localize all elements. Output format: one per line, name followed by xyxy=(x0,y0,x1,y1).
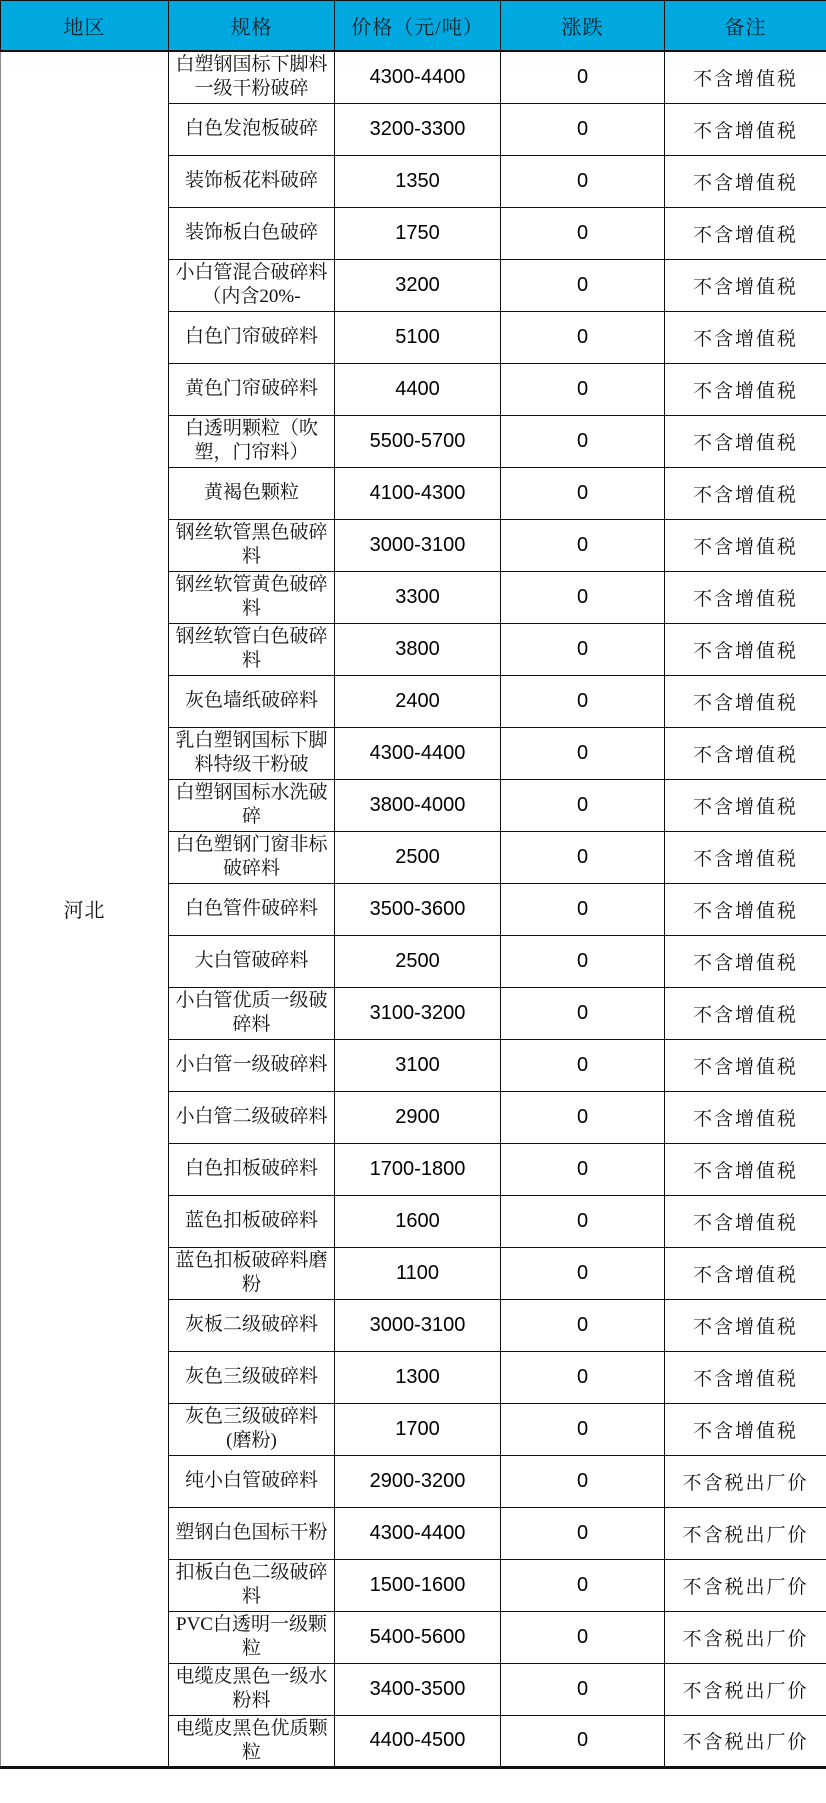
change-cell: 0 xyxy=(501,103,665,155)
note-cell: 不含增值税 xyxy=(665,623,826,675)
change-cell: 0 xyxy=(501,311,665,363)
note-cell: 不含增值税 xyxy=(665,51,826,103)
price-cell: 5500-5700 xyxy=(335,415,501,467)
price-cell: 3200-3300 xyxy=(335,103,501,155)
note-cell: 不含增值税 xyxy=(665,259,826,311)
price-cell: 3800-4000 xyxy=(335,779,501,831)
note-cell: 不含增值税 xyxy=(665,727,826,779)
spec-cell: 小白管优质一级破碎料 xyxy=(169,987,335,1039)
price-cell: 2900-3200 xyxy=(335,1455,501,1507)
note-cell: 不含税出厂价 xyxy=(665,1611,826,1663)
spec-cell: 白色发泡板破碎 xyxy=(169,103,335,155)
note-cell: 不含增值税 xyxy=(665,935,826,987)
spec-cell: 扣板白色二级破碎料 xyxy=(169,1559,335,1611)
change-cell: 0 xyxy=(501,935,665,987)
change-cell: 0 xyxy=(501,831,665,883)
header-note: 备注 xyxy=(665,1,826,52)
change-cell: 0 xyxy=(501,1507,665,1559)
spec-cell: 钢丝软管白色破碎料 xyxy=(169,623,335,675)
header-row xyxy=(1,1,826,52)
change-cell: 0 xyxy=(501,1455,665,1507)
spec-cell: 钢丝软管黑色破碎料 xyxy=(169,519,335,571)
change-cell: 0 xyxy=(501,779,665,831)
note-cell: 不含增值税 xyxy=(665,1195,826,1247)
table-row xyxy=(1,51,826,103)
change-cell: 0 xyxy=(501,415,665,467)
table-header xyxy=(1,1,826,52)
change-cell: 0 xyxy=(501,519,665,571)
note-cell: 不含增值税 xyxy=(665,415,826,467)
price-cell: 4400-4500 xyxy=(335,1715,501,1767)
note-cell: 不含税出厂价 xyxy=(665,1663,826,1715)
change-cell: 0 xyxy=(501,259,665,311)
price-cell: 2400 xyxy=(335,675,501,727)
change-cell: 0 xyxy=(501,571,665,623)
header-spec: 规格 xyxy=(169,1,335,52)
price-cell: 2500 xyxy=(335,935,501,987)
note-cell: 不含税出厂价 xyxy=(665,1455,826,1507)
change-cell: 0 xyxy=(501,51,665,103)
spec-cell: 灰色墙纸破碎料 xyxy=(169,675,335,727)
change-cell: 0 xyxy=(501,623,665,675)
note-cell: 不含增值税 xyxy=(665,363,826,415)
price-cell: 3200 xyxy=(335,259,501,311)
price-cell: 3800 xyxy=(335,623,501,675)
price-cell: 2500 xyxy=(335,831,501,883)
spec-cell: 白色管件破碎料 xyxy=(169,883,335,935)
change-cell: 0 xyxy=(501,1611,665,1663)
price-cell: 1600 xyxy=(335,1195,501,1247)
note-cell: 不含增值税 xyxy=(665,155,826,207)
note-cell: 不含增值税 xyxy=(665,1403,826,1455)
note-cell: 不含税出厂价 xyxy=(665,1715,826,1767)
price-cell: 3100 xyxy=(335,1039,501,1091)
note-cell: 不含增值税 xyxy=(665,987,826,1039)
spec-cell: 装饰板白色破碎 xyxy=(169,207,335,259)
price-cell: 4400 xyxy=(335,363,501,415)
header-region: 地区 xyxy=(1,1,169,52)
note-cell: 不含增值税 xyxy=(665,207,826,259)
price-cell: 2900 xyxy=(335,1091,501,1143)
spec-cell: 小白管混合破碎料（内含20%- xyxy=(169,259,335,311)
spec-cell: 白色塑钢门窗非标破碎料 xyxy=(169,831,335,883)
spec-cell: 电缆皮黑色一级水粉料 xyxy=(169,1663,335,1715)
note-cell: 不含增值税 xyxy=(665,519,826,571)
spec-cell: 白色扣板破碎料 xyxy=(169,1143,335,1195)
spec-cell: 小白管二级破碎料 xyxy=(169,1091,335,1143)
note-cell: 不含增值税 xyxy=(665,467,826,519)
price-cell: 3400-3500 xyxy=(335,1663,501,1715)
note-cell: 不含增值税 xyxy=(665,311,826,363)
spec-cell: 黄色门帘破碎料 xyxy=(169,363,335,415)
note-cell: 不含税出厂价 xyxy=(665,1559,826,1611)
change-cell: 0 xyxy=(501,1715,665,1767)
price-cell: 5400-5600 xyxy=(335,1611,501,1663)
note-cell: 不含增值税 xyxy=(665,779,826,831)
price-cell: 4300-4400 xyxy=(335,51,501,103)
price-cell: 1350 xyxy=(335,155,501,207)
change-cell: 0 xyxy=(501,987,665,1039)
price-cell: 3100-3200 xyxy=(335,987,501,1039)
spec-cell: 灰板二级破碎料 xyxy=(169,1299,335,1351)
change-cell: 0 xyxy=(501,1663,665,1715)
price-cell: 1750 xyxy=(335,207,501,259)
note-cell: 不含增值税 xyxy=(665,1351,826,1403)
price-cell: 4300-4400 xyxy=(335,1507,501,1559)
spec-cell: 电缆皮黑色优质颗粒 xyxy=(169,1715,335,1767)
note-cell: 不含增值税 xyxy=(665,1143,826,1195)
change-cell: 0 xyxy=(501,467,665,519)
change-cell: 0 xyxy=(501,727,665,779)
region-cell: 河北 xyxy=(1,51,169,1767)
spec-cell: 钢丝软管黄色破碎料 xyxy=(169,571,335,623)
spec-cell: 蓝色扣板破碎料磨粉 xyxy=(169,1247,335,1299)
change-cell: 0 xyxy=(501,1351,665,1403)
spec-cell: 白塑钢国标下脚料一级干粉破碎 xyxy=(169,51,335,103)
spec-cell: 白透明颗粒（吹塑，门帘料） xyxy=(169,415,335,467)
spec-cell: 小白管一级破碎料 xyxy=(169,1039,335,1091)
note-cell: 不含增值税 xyxy=(665,831,826,883)
price-cell: 1700-1800 xyxy=(335,1143,501,1195)
price-cell: 4300-4400 xyxy=(335,727,501,779)
table-body xyxy=(1,51,826,1767)
price-cell: 3300 xyxy=(335,571,501,623)
note-cell: 不含增值税 xyxy=(665,1091,826,1143)
change-cell: 0 xyxy=(501,1143,665,1195)
price-cell: 3000-3100 xyxy=(335,1299,501,1351)
change-cell: 0 xyxy=(501,1039,665,1091)
change-cell: 0 xyxy=(501,1559,665,1611)
note-cell: 不含增值税 xyxy=(665,675,826,727)
spec-cell: 大白管破碎料 xyxy=(169,935,335,987)
note-cell: 不含税出厂价 xyxy=(665,1507,826,1559)
change-cell: 0 xyxy=(501,883,665,935)
price-cell: 3000-3100 xyxy=(335,519,501,571)
spec-cell: 白塑钢国标水洗破碎 xyxy=(169,779,335,831)
note-cell: 不含增值税 xyxy=(665,883,826,935)
change-cell: 0 xyxy=(501,363,665,415)
change-cell: 0 xyxy=(501,1195,665,1247)
price-cell: 1100 xyxy=(335,1247,501,1299)
header-price: 价格（元/吨） xyxy=(335,1,501,52)
change-cell: 0 xyxy=(501,1091,665,1143)
spec-cell: 灰色三级破碎料 xyxy=(169,1351,335,1403)
spec-cell: 纯小白管破碎料 xyxy=(169,1455,335,1507)
spec-cell: 灰色三级破碎料(磨粉) xyxy=(169,1403,335,1455)
change-cell: 0 xyxy=(501,1247,665,1299)
spec-cell: PVC白透明一级颗粒 xyxy=(169,1611,335,1663)
note-cell: 不含增值税 xyxy=(665,1299,826,1351)
change-cell: 0 xyxy=(501,1403,665,1455)
change-cell: 0 xyxy=(501,675,665,727)
change-cell: 0 xyxy=(501,207,665,259)
spec-cell: 塑钢白色国标干粉 xyxy=(169,1507,335,1559)
note-cell: 不含增值税 xyxy=(665,571,826,623)
spec-cell: 白色门帘破碎料 xyxy=(169,311,335,363)
change-cell: 0 xyxy=(501,1299,665,1351)
price-cell: 4100-4300 xyxy=(335,467,501,519)
header-change: 涨跌 xyxy=(501,1,665,52)
note-cell: 不含增值税 xyxy=(665,1039,826,1091)
price-cell: 1700 xyxy=(335,1403,501,1455)
spec-cell: 乳白塑钢国标下脚料特级干粉破 xyxy=(169,727,335,779)
note-cell: 不含增值税 xyxy=(665,1247,826,1299)
spec-cell: 装饰板花料破碎 xyxy=(169,155,335,207)
price-cell: 1500-1600 xyxy=(335,1559,501,1611)
note-cell: 不含增值税 xyxy=(665,103,826,155)
change-cell: 0 xyxy=(501,155,665,207)
price-cell: 5100 xyxy=(335,311,501,363)
price-cell: 3500-3600 xyxy=(335,883,501,935)
spec-cell: 蓝色扣板破碎料 xyxy=(169,1195,335,1247)
price-cell: 1300 xyxy=(335,1351,501,1403)
spec-cell: 黄褐色颗粒 xyxy=(169,467,335,519)
